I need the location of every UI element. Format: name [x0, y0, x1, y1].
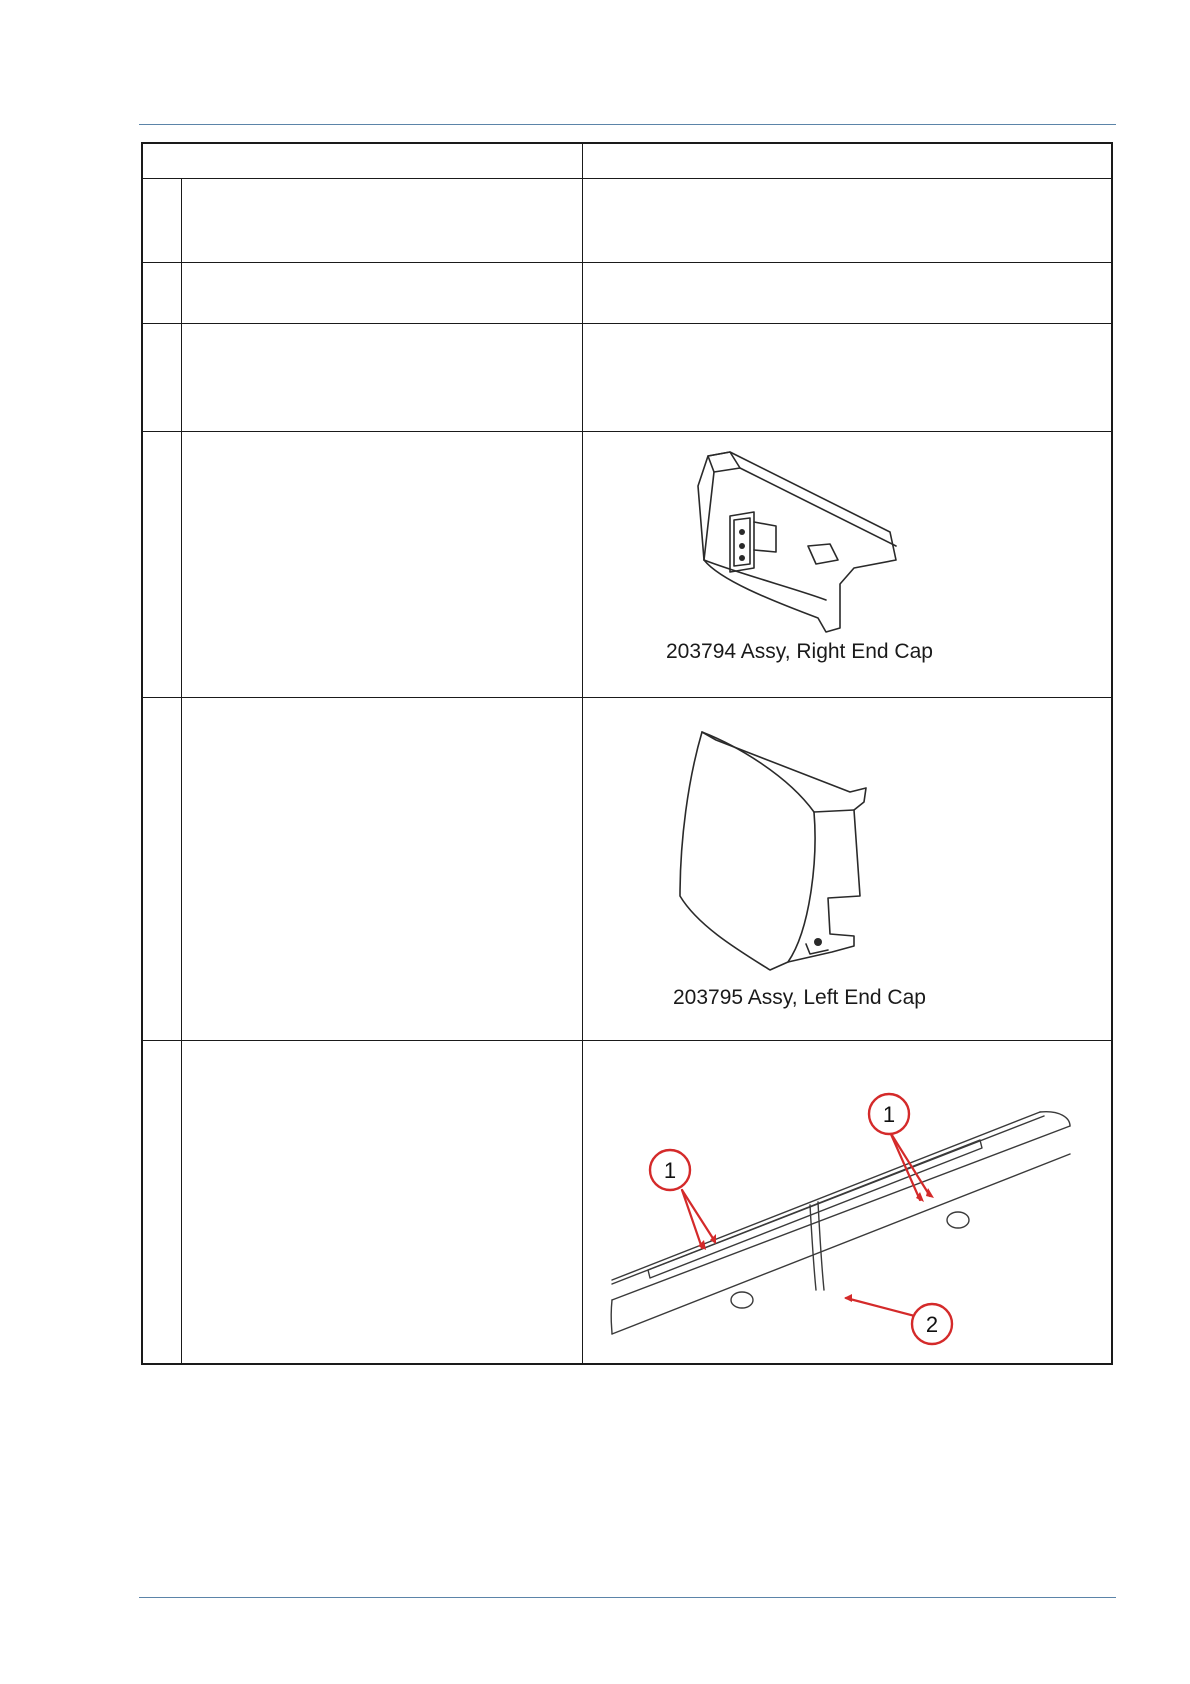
row-divider [141, 262, 1113, 263]
figure-caption-left-end-cap: 203795 Assy, Left End Cap [673, 986, 926, 1009]
right-end-cap-drawing [690, 450, 900, 630]
table-border-bottom [141, 1363, 1113, 1365]
row-divider [141, 1040, 1113, 1041]
table-border-right [1111, 142, 1113, 1365]
row-divider [141, 323, 1113, 324]
row-divider [141, 178, 1113, 179]
table-border-top [141, 142, 1113, 144]
row-divider [141, 431, 1113, 432]
callout-2: 2 [925, 1312, 939, 1337]
rail-assembly-drawing [600, 1070, 1080, 1350]
callout-1-right: 1 [882, 1102, 896, 1127]
left-end-cap-drawing [678, 730, 878, 970]
column-divider [582, 142, 583, 1365]
table-border-left [141, 142, 143, 1365]
figure-caption-right-end-cap: 203794 Assy, Right End Cap [666, 640, 933, 663]
footer-rule [139, 1597, 1116, 1598]
index-column-divider [181, 178, 182, 1365]
callout-1-left: 1 [663, 1158, 677, 1183]
row-divider [141, 697, 1113, 698]
header-rule [139, 124, 1116, 125]
